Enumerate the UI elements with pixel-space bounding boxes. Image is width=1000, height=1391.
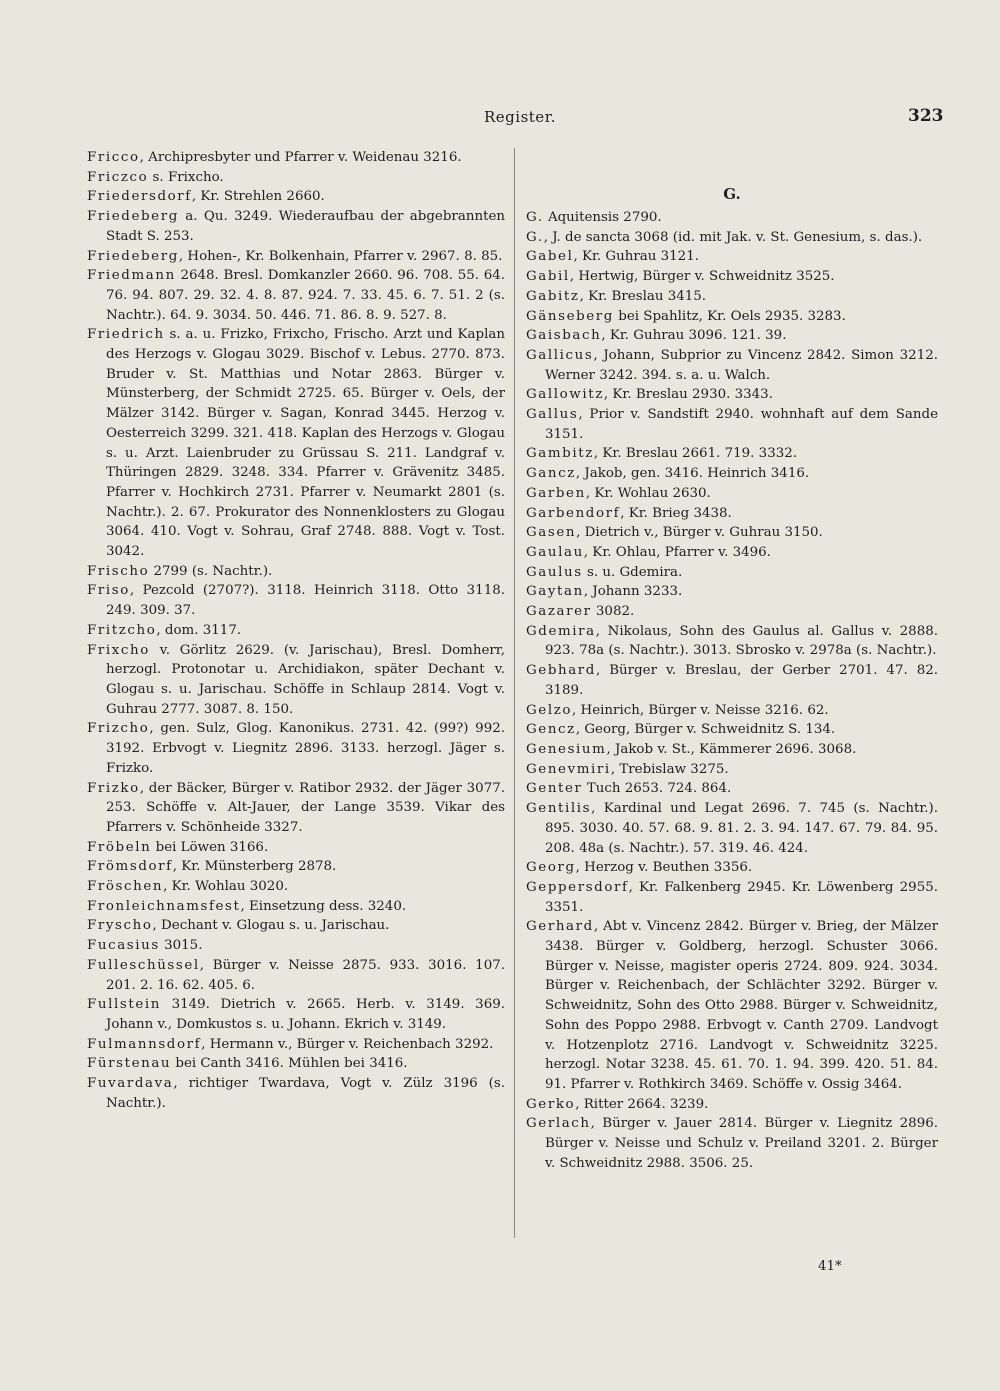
index-entry <box>526 602 938 622</box>
entry-headword: Fulleschüssel <box>87 957 200 973</box>
entry-headword: Genter <box>526 781 583 797</box>
entry-text: , Hermann v., Bürger v. Reichenbach 3292. <box>201 1036 494 1052</box>
entry-headword: Gallicus <box>526 347 594 363</box>
entry-headword: Gebhard <box>526 663 596 679</box>
index-entry <box>87 719 505 778</box>
index-entry <box>526 326 938 346</box>
index-entry <box>87 877 505 897</box>
index-entry <box>526 287 938 307</box>
entry-headword: Gazarer <box>526 604 592 620</box>
entry-headword: Gänseberg <box>526 308 614 324</box>
entry-headword: Garben <box>526 485 586 501</box>
entry-headword: Gabitz <box>526 288 580 304</box>
entry-text: , J. de sancta 3068 (id. mit Jak. v. St. Genesium, s. das.). <box>543 229 923 245</box>
entry-text: , Hertwig, Bürger v. Schweidnitz 3525. <box>569 269 835 285</box>
entry-text: , Kr. Breslau 3415. <box>579 288 707 304</box>
entry-text: s. Frixcho. <box>148 169 224 185</box>
entry-text: , Bürger v. Breslau, der Gerber 2701. 47. 82. 3189. <box>545 663 938 698</box>
index-entry <box>87 995 505 1034</box>
entry-text: , Dietrich v., Bürger v. Guhrau 3150. <box>576 525 823 541</box>
entry-headword: Friedrich <box>87 327 165 343</box>
entry-text: 3015. <box>159 938 203 954</box>
index-entry <box>87 247 505 267</box>
entry-text: 2799 (s. Nachtr.). <box>149 563 273 579</box>
entry-text: bei Löwen 3166. <box>151 839 269 855</box>
entry-text: 3149. Dietrich v. 2665. Herb. v. 3149. 369. Johann v., Domkustos s. u. Johann. Ekrich v. 3149. <box>106 997 505 1032</box>
entry-headword: Fritzcho <box>87 622 157 638</box>
entry-headword: Frizko <box>87 780 140 796</box>
entry-headword: Gallus <box>526 407 579 423</box>
index-entry <box>87 168 505 188</box>
entry-text: , Herzog v. Beuthen 3356. <box>575 860 753 876</box>
entry-headword: Fucasius <box>87 938 160 954</box>
entry-text: , dom. 3117. <box>156 622 242 638</box>
entry-headword: Friedmann <box>87 268 176 284</box>
entry-text: , Ritter 2664. 3239. <box>575 1096 709 1112</box>
index-entry <box>526 228 938 248</box>
index-entry <box>87 187 505 207</box>
entry-text: , Hohen-, Kr. Bolkenhain, Pfarrer v. 2967. 8. 85. <box>178 248 503 264</box>
entry-headword: G. <box>526 229 544 245</box>
entry-text: , Kr. Brieg 3438. <box>620 505 732 521</box>
entry-headword: Georg <box>526 860 576 876</box>
entry-text: , Kardinal und Legat 2696. 7. 745 (s. Nachtr.). 895. 3030. 40. 57. 68. 9. 81. 2. 3. 94. 147. 67. 79. 84. 95. 208. 48a (s. Nachtr.). 57. 319. 46. 424. <box>545 801 938 856</box>
entry-headword: Fuvardava <box>87 1076 174 1092</box>
entry-headword: Gencz <box>526 722 576 738</box>
entry-text: bei Canth 3416. Mühlen bei 3416. <box>171 1056 408 1072</box>
index-entry <box>526 917 938 1094</box>
index-entry <box>526 247 938 267</box>
index-entry <box>87 1074 505 1113</box>
entry-headword: Gabel <box>526 249 574 265</box>
entry-headword: Gasen <box>526 525 577 541</box>
index-entry <box>526 543 938 563</box>
entry-headword: Gancz <box>526 466 576 482</box>
entry-text: , Heinrich, Bürger v. Neisse 3216. 62. <box>572 702 829 718</box>
index-entry <box>526 405 938 444</box>
entry-headword: Gaytan <box>526 584 584 600</box>
entry-headword: Gaulau <box>526 544 584 560</box>
index-entry <box>87 1054 505 1074</box>
index-entry <box>87 956 505 995</box>
entry-headword: Gaulus <box>526 564 583 580</box>
index-entry <box>526 779 938 799</box>
index-entry <box>526 563 938 583</box>
entry-text: , Kr. Falkenberg 2945. Kr. Löwenberg 2955. 3351. <box>545 879 938 915</box>
entry-text: , Kr. Strehlen 2660. <box>191 189 325 205</box>
index-entry <box>526 1095 938 1115</box>
entry-text: , Nikolaus, Sohn des Gaulus al. Gallus v. 2888. 923. 78a (s. Nachtr.). 3013. Sbrosko v. 2978a (s. Nachtr.). <box>545 623 938 659</box>
index-entry <box>526 307 938 327</box>
index-entry <box>526 444 938 464</box>
index-entry <box>526 267 938 287</box>
entry-text: , richtiger Twardava, Vogt v. Zülz 3196 (s. Nachtr.). <box>106 1076 505 1111</box>
entry-text: , Kr. Breslau 2661. 719. 3332. <box>593 446 798 462</box>
column-divider <box>514 148 515 1238</box>
entry-headword: Friedersdorf <box>87 189 192 205</box>
index-entry <box>526 464 938 484</box>
entry-text: , Kr. Breslau 2930. 3343. <box>603 387 773 403</box>
entry-text: , Bürger v. Neisse 2875. 933. 3016. 107. 201. 2. 16. 62. 405. 6. <box>106 957 505 993</box>
index-entry <box>87 581 505 620</box>
entry-headword: Garbendorf <box>526 505 621 521</box>
entry-headword: Frischo <box>87 563 150 579</box>
index-entry <box>526 799 938 858</box>
index-entry <box>526 661 938 700</box>
entry-headword: G. <box>526 210 544 225</box>
entry-text: Tuch 2653. 724. 864. <box>582 781 732 797</box>
entry-text: a. Qu. 3249. Wiederaufbau der abgebrannten Stadt S. 253. <box>106 209 505 244</box>
entry-text: , Jakob v. St., Kämmerer 2696. 3068. <box>606 741 857 757</box>
entry-headword: Gerko <box>526 1096 576 1112</box>
index-entry <box>526 1114 938 1173</box>
entry-headword: Frizcho <box>87 721 150 737</box>
entry-text: Aquitensis 2790. <box>543 210 662 225</box>
entry-headword: Friedeberg <box>87 248 179 264</box>
entry-text: , Abt v. Vincenz 2842. Bürger v. Brieg, der Mälzer 3438. Bürger v. Goldberg, herzogl. Schuster 3066. Bürger v. Neisse, magister operis 2724. 809. 924. 3034. Bürger v. Reichenbach, der Schlächter 3292. Bürger v. Schweidnitz, Sohn des Otto 2988. Bürger v. Schweidnitz, Sohn des Poppo 2988. Erbvogt v. Canth 2709. Landvogt v. Hotzenplotz 2716. Landvogt v. Schweidnitz 3225. herzogl. Notar 3238. 45. 61. 70. 1. 94. 399. 420. 51. 84. 91. Pfarrer v. Rothkirch 3469. Schöffe v. Ossig 3464. <box>545 919 938 1092</box>
entry-text: , Einsetzung dess. 3240. <box>240 898 407 914</box>
index-entry <box>526 701 938 721</box>
entry-headword: Frömsdorf <box>87 859 173 875</box>
index-entry <box>87 207 505 246</box>
entry-text: , Bürger v. Jauer 2814. Bürger v. Liegnitz 2896. Bürger v. Neisse und Schulz v. Preiland 3201. 2. Bürger v. Schweidnitz 2988. 3506. 25. <box>545 1116 938 1171</box>
index-entry <box>526 582 938 602</box>
index-entry <box>526 858 938 878</box>
index-entry <box>526 484 938 504</box>
entry-text: 2648. Bresl. Domkanzler 2660. 96. 708. 55. 64. 76. 94. 807. 29. 32. 4. 8. 87. 924. 7. 33. 45. 6. 7. 51. 2 (s. Nachtr.). 64. 9. 3034. 50. 446. 71. 86. 8. 9. 527. 8. <box>106 268 505 323</box>
index-entry <box>87 266 505 325</box>
index-entry <box>526 878 938 917</box>
entry-headword: Fullstein <box>87 997 161 1013</box>
index-entry <box>526 385 938 405</box>
index-entry <box>87 936 505 956</box>
entry-headword: Gerhard <box>526 919 594 935</box>
entry-headword: Genesium <box>526 741 607 757</box>
index-entry <box>87 562 505 582</box>
index-entry <box>87 621 505 641</box>
entry-headword: Fulmannsdorf <box>87 1036 202 1052</box>
entry-headword: Gambitz <box>526 446 594 462</box>
entry-headword: Gdemira <box>526 623 596 639</box>
entry-headword: Fröbeln <box>87 839 152 855</box>
entry-headword: Friedeberg <box>87 209 179 225</box>
index-entry <box>87 779 505 838</box>
entry-headword: Gelzo <box>526 702 573 718</box>
entry-headword: Friso <box>87 583 130 599</box>
entry-text: , Kr. Münsterberg 2878. <box>172 859 337 875</box>
running-header: Register. <box>484 108 556 126</box>
entry-headword: Genevmiri <box>526 761 611 777</box>
entry-text: , Johann, Subprior zu Vincenz 2842. Simon 3212. Werner 3242. 394. s. a. u. Walch. <box>545 347 938 383</box>
index-entry <box>526 720 938 740</box>
signature-mark: 41* <box>818 1259 842 1274</box>
entry-text: s. u. Gdemira. <box>582 564 683 580</box>
entry-text: , der Bäcker, Bürger v. Ratibor 2932. der Jäger 3077. 253. Schöffe v. Alt-Jauer, der Lange 3539. Vikar des Pfarrers v. Schönheide 3327. <box>106 780 505 835</box>
right-column <box>526 148 938 1173</box>
entry-text: 3082. <box>591 604 635 620</box>
index-entry <box>87 897 505 917</box>
entry-headword: Frixcho <box>87 642 150 658</box>
entry-text: bei Spahlitz, Kr. Oels 2935. 3283. <box>613 308 846 324</box>
entry-text: , Kr. Guhrau 3096. 121. 39. <box>601 328 787 344</box>
entry-text: , Kr. Ohlau, Pfarrer v. 3496. <box>583 544 771 560</box>
entry-text: , Kr. Guhrau 3121. <box>573 249 699 265</box>
entry-text: , Dechant v. Glogau s. u. Jarischau. <box>152 918 390 934</box>
index-entry <box>87 916 505 936</box>
entry-text: , gen. Sulz, Glog. Kanonikus. 2731. 42. (99?) 992. 3192. Erbvogt v. Liegnitz 2896. 3133. herzogl. Jäger s. Frizko. <box>106 721 505 776</box>
entry-headword: Fürstenau <box>87 1056 172 1072</box>
entry-headword: Fryscho <box>87 918 153 934</box>
index-entry <box>526 760 938 780</box>
entry-text: , Jakob, gen. 3416. Heinrich 3416. <box>575 466 810 482</box>
entry-headword: Fronleichnamsfest <box>87 898 241 914</box>
entry-headword: Fröschen <box>87 879 164 895</box>
index-entry <box>87 641 505 720</box>
index-entry <box>87 857 505 877</box>
section-letter: G. <box>723 185 741 203</box>
entry-text: , Pezcold (2707?). 3118. Heinrich 3118. Otto 3118. 249. 309. 37. <box>106 583 505 619</box>
index-entry <box>526 208 938 228</box>
page-number: 323 <box>908 106 944 126</box>
entry-headword: Gaisbach <box>526 328 602 344</box>
index-entry <box>87 1035 505 1055</box>
index-entry <box>526 740 938 760</box>
index-entry <box>87 838 505 858</box>
entry-text: , Kr. Wohlau 2630. <box>585 485 711 501</box>
index-entry <box>87 148 505 168</box>
entry-text: , Johann 3233. <box>583 584 683 600</box>
left-column <box>87 148 505 1113</box>
entry-headword: Fricco <box>87 150 140 165</box>
index-entry <box>526 622 938 661</box>
index-entry <box>87 325 505 561</box>
entry-headword: Gallowitz <box>526 387 604 403</box>
entry-text: , Kr. Wohlau 3020. <box>163 879 289 895</box>
index-entry <box>526 523 938 543</box>
entry-text: , Trebislaw 3275. <box>610 761 729 777</box>
index-entry <box>526 346 938 385</box>
entry-text: v. Görlitz 2629. (v. Jarischau), Bresl. Domherr, herzogl. Protonotar u. Archidiakon, später Dechant v. Glogau s. u. Jarischau. Schöffe in Schlaup 2814. Vogt v. Guhrau 2777. 3087. 8. 150. <box>106 642 505 717</box>
entry-headword: Gentilis <box>526 801 592 817</box>
entry-headword: Gabil <box>526 269 570 285</box>
index-entry <box>526 504 938 524</box>
entry-headword: Friczco <box>87 169 149 185</box>
entry-headword: Gerlach <box>526 1116 591 1132</box>
entry-headword: Geppersdorf <box>526 879 629 895</box>
entry-text: , Georg, Bürger v. Schweidnitz S. 134. <box>575 722 836 738</box>
entry-text: , Archipresbyter und Pfarrer v. Weidenau 3216. <box>139 150 462 165</box>
entry-text: s. a. u. Frizko, Frixcho, Frischo. Arzt und Kaplan des Herzogs v. Glogau 3029. Bischof v. Lebus. 2770. 873. Bruder v. St. Matthias und Notar 2863. Bürger v. Münsterberg, der Schmidt 2725. 65. Bürger v. Oels, der Mälzer 3142. Bürger v. Sagan, Konrad 3445. Herzog v. Oesterreich 3299. 321. 418. Kaplan des Herzogs v. Glogau s. u. Arzt. Laienbruder zu Grüssau S. 211. Landgraf v. Thüringen 2829. 3248. 334. Pfarrer v. Grävenitz 3485. Pfarrer v. Hochkirch 2731. Pfarrer v. Neumarkt 2801 (s. Nachtr.). 2. 67. Prokurator des Nonnenklosters zu Glogau 3064. 410. Vogt v. Sohrau, Graf 2748. 888. Vogt v. Tost. 3042. <box>106 327 505 560</box>
entry-text: , Prior v. Sandstift 2940. wohnhaft auf dem Sande 3151. <box>545 407 938 442</box>
